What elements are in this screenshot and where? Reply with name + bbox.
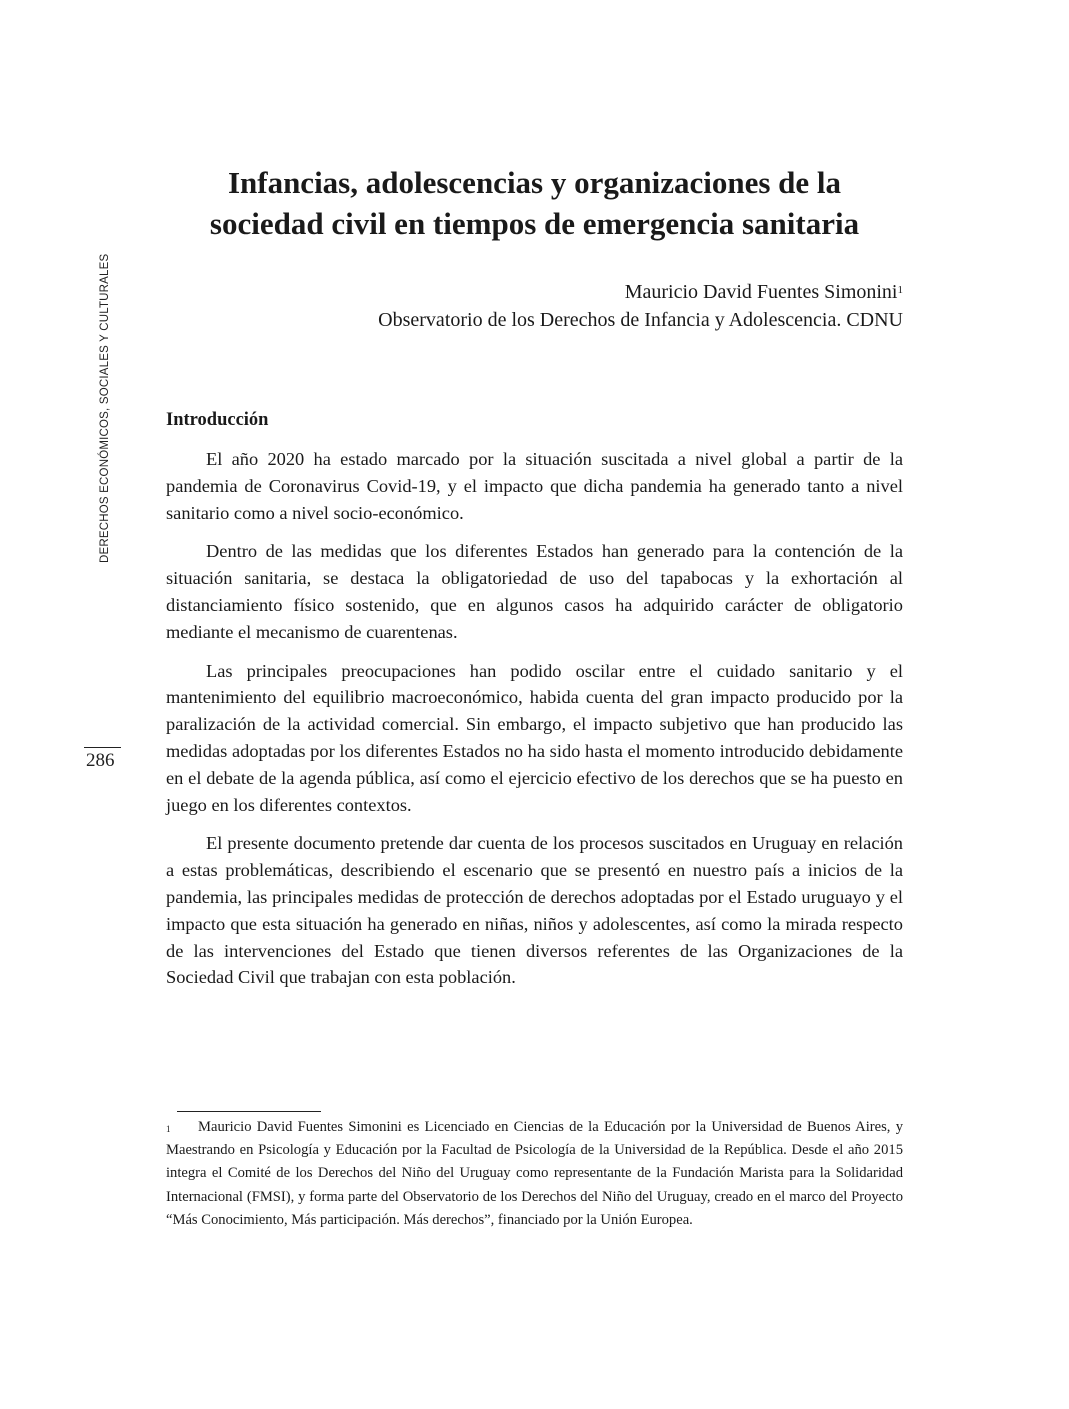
article-title xyxy=(166,162,903,244)
paragraph: Dentro de las medidas que los diferentes Estados han generado para la contención de la situación sanitaria, se destaca la obligatoriedad de uso del tapabocas y la exhortación al distanciamiento físico sostenido, que en algunos casos ha adquirido carácter de obligatorio mediante el mecanismo de cuarentenas. xyxy=(166,541,903,642)
body-text xyxy=(166,446,903,1003)
footnote-mark: 1 xyxy=(166,1124,171,1134)
author-affiliation: Observatorio de los Derechos de Infancia y Adolescencia. CDNU xyxy=(378,309,903,331)
paragraph: El presente documento pretende dar cuenta de los procesos suscitados en Uruguay en relación a estas problemáticas, describiendo el escenario que se presentó en nuestro país a inicios de la pandemia, las principales medidas de protección de derechos adoptadas por el Estado uruguayo y el impacto que esta situación ha generado en niñas, niños y adolescentes, así como la mirada respecto de las intervenciones del Estado que tienen diversos referentes de las Organizaciones de la Sociedad Civil que trabajan con esta población. xyxy=(166,833,903,988)
article-title-line-2: sociedad civil en tiempos de emergencia sanitaria xyxy=(209,206,860,241)
author-block xyxy=(166,278,903,334)
author-footnote-ref: 1 xyxy=(897,284,903,296)
running-section-label: DERECHOS ECONÓMICOS, SOCIALES Y CULTURALES xyxy=(99,253,111,563)
footnote xyxy=(166,1116,903,1232)
footnote-text: Mauricio David Fuentes Simonini es Licenciado en Ciencias de la Educación por la Universidad de Buenos Aires, y Maestrando en Psicología y Educación por la Facultad de Psicología de la Universidad de la República. Desde el año 2015 integra el Comité de los Derechos del Niño del Uruguay como representante de la Fundación Marista para la Solidaridad Internacional (FMSI), y forma parte del Observatorio de los Derechos del Niño del Uruguay, creado en el marco del Proyecto “Más Conocimiento, Más participación. Más derechos”, financiado por la Unión Europea. xyxy=(166,1119,903,1228)
page-number: 286 xyxy=(86,750,115,771)
article-title-line-1: Infancias, adolescencias y organizaciones de la xyxy=(227,165,842,200)
section-heading: Introducción xyxy=(166,410,269,430)
paragraph: El año 2020 ha estado marcado por la situación suscitada a nivel global a partir de la pandemia de Coronavirus Covid-19, y el impacto que dicha pandemia ha generado tanto a nivel sanitario como a nivel socio-económico. xyxy=(166,449,903,523)
paragraph: Las principales preocupaciones han podido oscilar entre el cuidado sanitario y el mantenimiento del equilibrio macroeconómico, habida cuenta del gran impacto producido por la paralización de la actividad comercial. Sin embargo, el impacto subjetivo que han producido las medidas adoptadas por los diferentes Estados no ha sido hasta el momento introducido debidamente en el debate de la agenda pública, así como el ejercicio efectivo de los derechos que se ha puesto en juego en los diferentes contextos. xyxy=(166,660,903,815)
page-number-rule xyxy=(84,747,121,748)
author-name: Mauricio David Fuentes Simonini xyxy=(624,281,898,303)
author-line xyxy=(166,278,903,306)
footnote-rule xyxy=(177,1111,321,1112)
